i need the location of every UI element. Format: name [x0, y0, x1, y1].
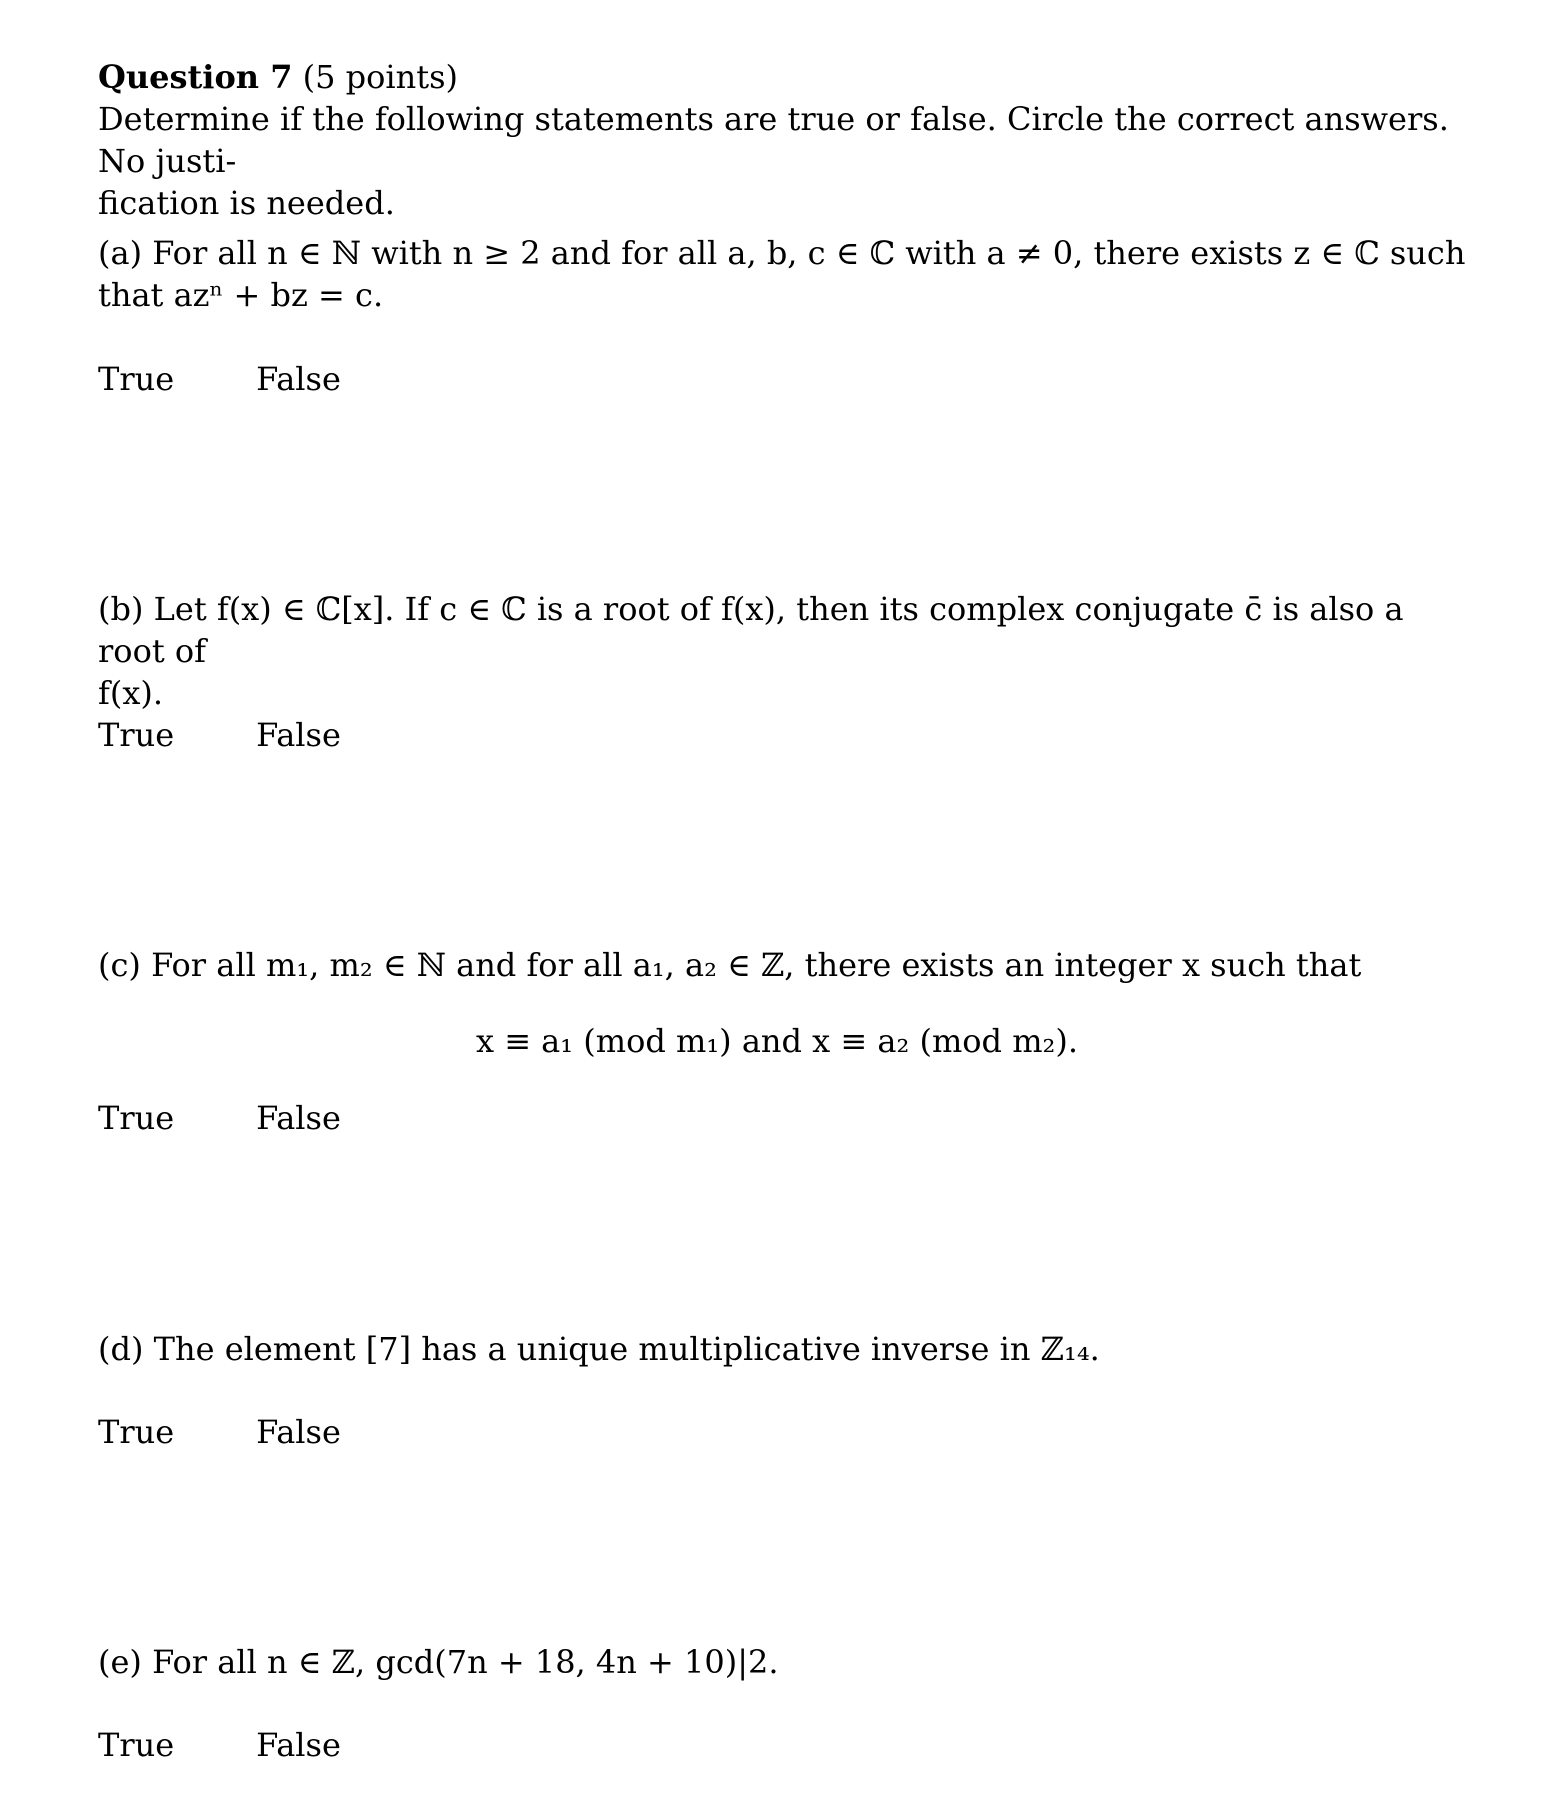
part-b-choices [98, 714, 341, 756]
instructions-line-1: Determine if the following statements are true or false. Circle the correct answers. No justi- [98, 100, 1449, 180]
part-a-line-2: that azⁿ + bz = c. [98, 276, 384, 314]
part-c-line-1: (c) For all m₁, m₂ ∈ ℕ and for all a₁, a₂ ∈ ℤ, there exists an integer x such that [98, 946, 1362, 984]
part-a-false-option[interactable]: False [256, 360, 341, 398]
part-c-false-option[interactable]: False [256, 1099, 341, 1137]
question-points: (5 points) [302, 58, 459, 96]
part-e-false-option[interactable]: False [256, 1726, 341, 1764]
part-d-false-option[interactable]: False [256, 1413, 341, 1451]
question-label: Question 7 [98, 58, 293, 96]
instructions-line-2: fication is needed. [98, 184, 395, 222]
part-b-true-option[interactable]: True [98, 716, 175, 754]
part-e-true-option[interactable]: True [98, 1726, 175, 1764]
part-b-false-option[interactable]: False [256, 716, 341, 754]
part-d-choices [98, 1411, 341, 1453]
part-c-statement [98, 944, 1468, 986]
part-b-statement [98, 588, 1468, 714]
part-b-line-1: (b) Let f(x) ∈ ℂ[x]. If c ∈ ℂ is a root of f(x), then its complex conjugate c̄ is also a root of [98, 590, 1404, 670]
part-e-choices [98, 1724, 341, 1766]
part-e-statement [98, 1641, 1468, 1683]
part-c-choices [98, 1097, 341, 1139]
question-title [98, 56, 1468, 98]
part-c-display-equation: x ≡ a₁ (mod m₁) and x ≡ a₂ (mod m₂). [475, 1022, 1079, 1060]
part-c-true-option[interactable]: True [98, 1099, 175, 1137]
part-d-line-1: (d) The element [7] has a unique multiplicative inverse in ℤ₁₄. [98, 1330, 1100, 1368]
part-b-line-2: f(x). [98, 674, 164, 712]
question-header [98, 56, 1468, 224]
part-a-line-1: (a) For all n ∈ ℕ with n ≥ 2 and for all a, b, c ∈ ℂ with a ≠ 0, there exists z ∈ ℂ such [98, 234, 1466, 272]
part-d-true-option[interactable]: True [98, 1413, 175, 1451]
part-a-true-option[interactable]: True [98, 360, 175, 398]
part-a-statement [98, 232, 1468, 316]
part-d-statement [98, 1328, 1468, 1370]
part-e-line-1: (e) For all n ∈ ℤ, gcd(7n + 18, 4n + 10)|2. [98, 1643, 779, 1681]
part-a-choices [98, 358, 341, 400]
